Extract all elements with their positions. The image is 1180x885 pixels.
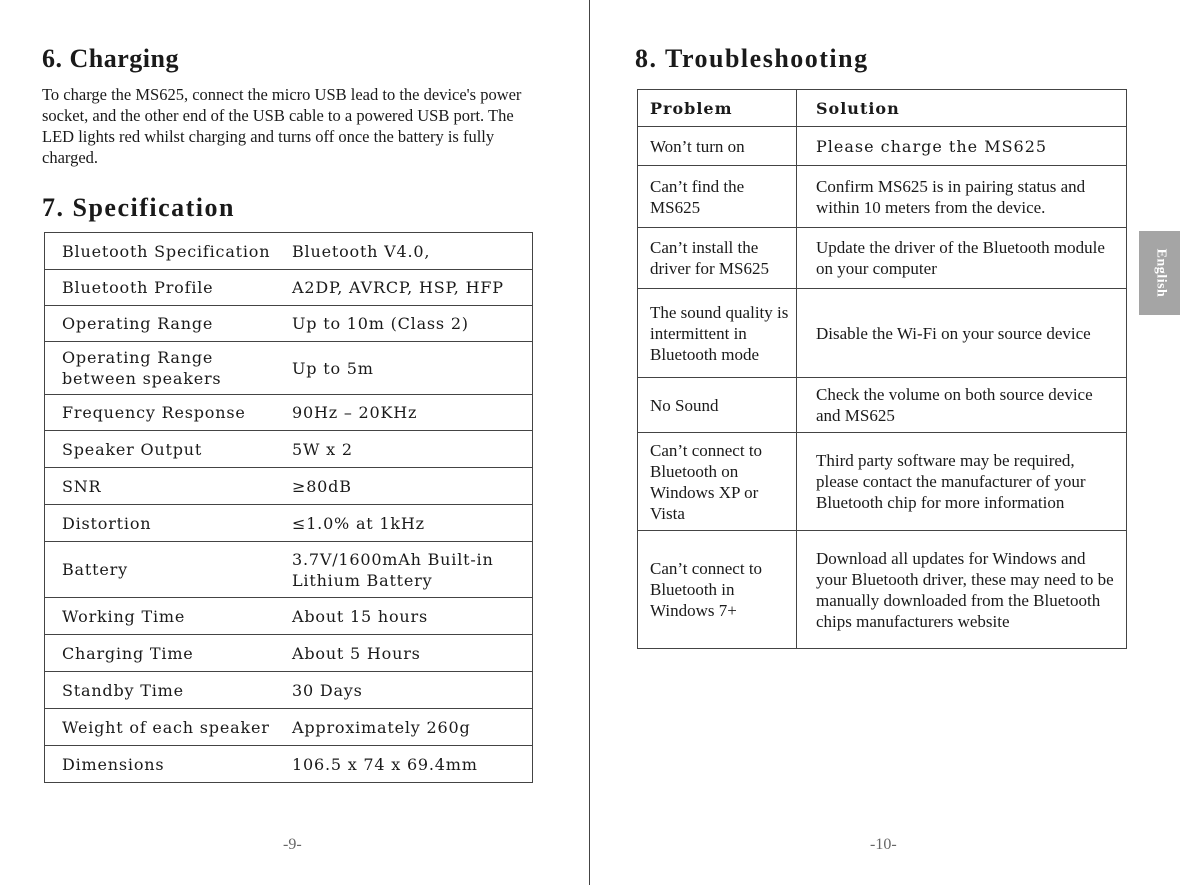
- problem-column-header: Problem: [638, 90, 797, 127]
- spec-label: Operating Range: [45, 306, 278, 342]
- spec-value: Up to 10m (Class 2): [277, 306, 533, 342]
- solution-cell: Check the volume on both source device and MS625: [797, 378, 1127, 433]
- spec-row: [45, 431, 533, 468]
- spec-label: Battery: [45, 542, 278, 598]
- spec-row: [45, 505, 533, 542]
- spec-value: 5W x 2: [277, 431, 533, 468]
- solution-cell: Confirm MS625 is in pairing status and within 10 meters from the device.: [797, 166, 1127, 228]
- page-divider: [589, 0, 590, 885]
- language-tab: [1139, 231, 1180, 315]
- troubleshooting-row: [638, 531, 1127, 649]
- solution-cell: Third party software may be required, please contact the manufacturer of your Bluetooth chip for more information: [797, 433, 1127, 531]
- spec-value: 90Hz – 20KHz: [277, 395, 533, 431]
- spec-label: Bluetooth Profile: [45, 270, 278, 306]
- spec-value: ≥80dB: [277, 468, 533, 505]
- spec-label: SNR: [45, 468, 278, 505]
- spec-row: [45, 746, 533, 783]
- troubleshooting-row: [638, 166, 1127, 228]
- problem-cell: Can’t install the driver for MS625: [638, 228, 797, 289]
- spec-row: [45, 306, 533, 342]
- spec-row: [45, 342, 533, 395]
- troubleshooting-table: [637, 89, 1127, 649]
- spec-row: [45, 635, 533, 672]
- charging-heading: 6. Charging: [42, 44, 179, 73]
- spec-label: Working Time: [45, 598, 278, 635]
- troubleshooting-heading: 8. Troubleshooting: [635, 44, 869, 73]
- spec-label: Standby Time: [45, 672, 278, 709]
- problem-cell: Can’t find the MS625: [638, 166, 797, 228]
- spec-value: Approximately 260g: [277, 709, 533, 746]
- problem-cell: The sound quality is intermittent in Bluetooth mode: [638, 289, 797, 378]
- spec-label: Dimensions: [45, 746, 278, 783]
- problem-cell: Can’t connect to Bluetooth on Windows XP or Vista: [638, 433, 797, 531]
- spec-label: Operating Range between speakers: [45, 342, 278, 395]
- spec-row: [45, 672, 533, 709]
- spec-value: Up to 5m: [277, 342, 533, 395]
- spec-row: [45, 270, 533, 306]
- solution-column-header: Solution: [797, 90, 1127, 127]
- specification-table: [44, 232, 533, 783]
- page-number: -9-: [283, 836, 302, 853]
- spec-value: 30 Days: [277, 672, 533, 709]
- spec-value: A2DP, AVRCP, HSP, HFP: [277, 270, 533, 306]
- spec-label: Bluetooth Specification: [45, 233, 278, 270]
- page-number: -10-: [870, 836, 897, 853]
- solution-cell: Download all updates for Windows and your Bluetooth driver, these may need to be manually downloaded from the Bluetooth chips manufacturers website: [797, 531, 1127, 649]
- spec-value: 3.7V/1600mAh Built-in Lithium Battery: [277, 542, 533, 598]
- spec-value: About 15 hours: [277, 598, 533, 635]
- solution-cell: Update the driver of the Bluetooth module on your computer: [797, 228, 1127, 289]
- problem-cell: Can’t connect to Bluetooth in Windows 7+: [638, 531, 797, 649]
- solution-cell: Disable the Wi-Fi on your source device: [797, 289, 1127, 378]
- spec-label: Weight of each speaker: [45, 709, 278, 746]
- spec-label: Speaker Output: [45, 431, 278, 468]
- right-page: [591, 0, 1180, 885]
- spec-label: Charging Time: [45, 635, 278, 672]
- spec-row: [45, 233, 533, 270]
- specification-heading: 7. Specification: [42, 193, 235, 222]
- spec-label: Distortion: [45, 505, 278, 542]
- spec-value: About 5 Hours: [277, 635, 533, 672]
- charging-paragraph: To charge the MS625, connect the micro USB lead to the device's power socket, and the other end of the USB cable to a powered USB port. The LED lights red whilst charging and turns off once the battery is fully charged.: [42, 85, 522, 167]
- table-header-row: [638, 90, 1127, 127]
- spec-row: [45, 395, 533, 431]
- spec-value: ≤1.0% at 1kHz: [277, 505, 533, 542]
- spec-value: 106.5 x 74 x 69.4mm: [277, 746, 533, 783]
- troubleshooting-row: [638, 127, 1127, 166]
- problem-cell: No Sound: [638, 378, 797, 433]
- spec-value: Bluetooth V4.0,: [277, 233, 533, 270]
- language-tab-label: English: [1153, 248, 1169, 298]
- spec-label: Frequency Response: [45, 395, 278, 431]
- spec-row: [45, 709, 533, 746]
- troubleshooting-row: [638, 228, 1127, 289]
- solution-cell: Please charge the MS625: [797, 127, 1127, 166]
- troubleshooting-row: [638, 289, 1127, 378]
- spec-row: [45, 468, 533, 505]
- troubleshooting-row: [638, 378, 1127, 433]
- spec-row: [45, 542, 533, 598]
- troubleshooting-row: [638, 433, 1127, 531]
- spec-row: [45, 598, 533, 635]
- problem-cell: Won’t turn on: [638, 127, 797, 166]
